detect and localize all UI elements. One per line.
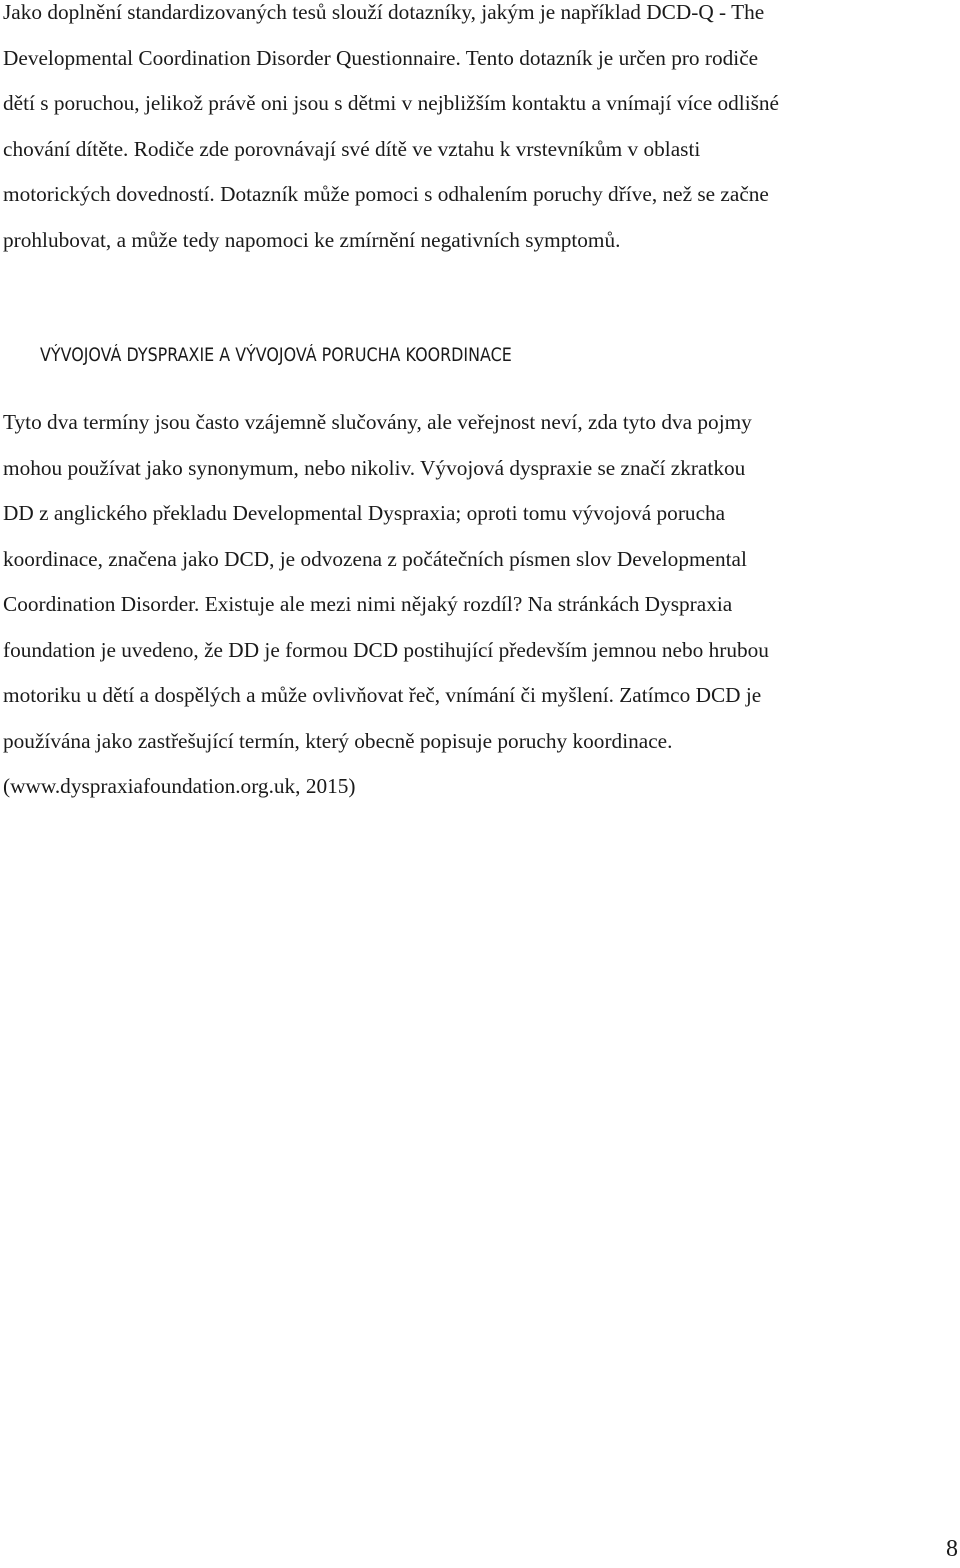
paragraph-line: chování dítěte. Rodiče zde porovnávají své dítě ve vztahu k vrstevníkům v oblasti (3, 136, 701, 161)
page-number: 8 (946, 1536, 958, 1562)
citation-line: (www.dyspraxiafoundation.org.uk, 2015) (3, 774, 356, 798)
paragraph-line: koordinace, značena jako DCD, je odvozena z počátečních písmen slov Developmental (3, 546, 747, 571)
paragraph-line: mohou používat jako synonymum, nebo nikoliv. Vývojová dyspraxie se značí zkratkou (3, 455, 746, 480)
section-heading: VÝVOJOVÁ DYSPRAXIE A VÝVOJOVÁ PORUCHA KOORDINACE (40, 345, 512, 366)
paragraph-dcd-q-questionnaire (3, 0, 953, 263)
paragraph-dyspraxia-vs-dcd (3, 400, 953, 810)
paragraph-line: Developmental Coordination Disorder Questionnaire. Tento dotazník je určen pro rodiče (3, 45, 759, 70)
paragraph-line: prohlubovat, a může tedy napomoci ke zmírnění negativních symptomů. (3, 227, 621, 252)
paragraph-line: používána jako zastřešující termín, který obecně popisuje poruchy koordinace. (3, 728, 673, 753)
paragraph-line: Tyto dva termíny jsou často vzájemně slučovány, ale veřejnost neví, zda tyto dva pojmy (3, 410, 752, 434)
paragraph-line: motorických dovedností. Dotazník může pomoci s odhalením poruchy dříve, než se začne (3, 182, 769, 206)
paragraph-line: foundation je uvedeno, že DD je formou DCD postihující především jemnou nebo hrubou (3, 637, 769, 662)
paragraph-line: dětí s poruchou, jelikož právě oni jsou s dětmi v nejbližším kontaktu a vnímají více odlišné (3, 91, 780, 115)
paragraph-line: motoriku u dětí a dospělých a může ovlivňovat řeč, vnímání či myšlení. Zatímco DCD je (3, 683, 762, 707)
paragraph-line: Coordination Disorder. Existuje ale mezi nimi nějaký rozdíl? Na stránkách Dyspraxia (3, 592, 733, 616)
paragraph-line: DD z anglického překladu Developmental Dyspraxia; oproti tomu vývojová porucha (3, 501, 726, 525)
paragraph-line: Jako doplnění standardizovaných tesů slouží dotazníky, jakým je například DCD-Q - The (3, 0, 765, 24)
